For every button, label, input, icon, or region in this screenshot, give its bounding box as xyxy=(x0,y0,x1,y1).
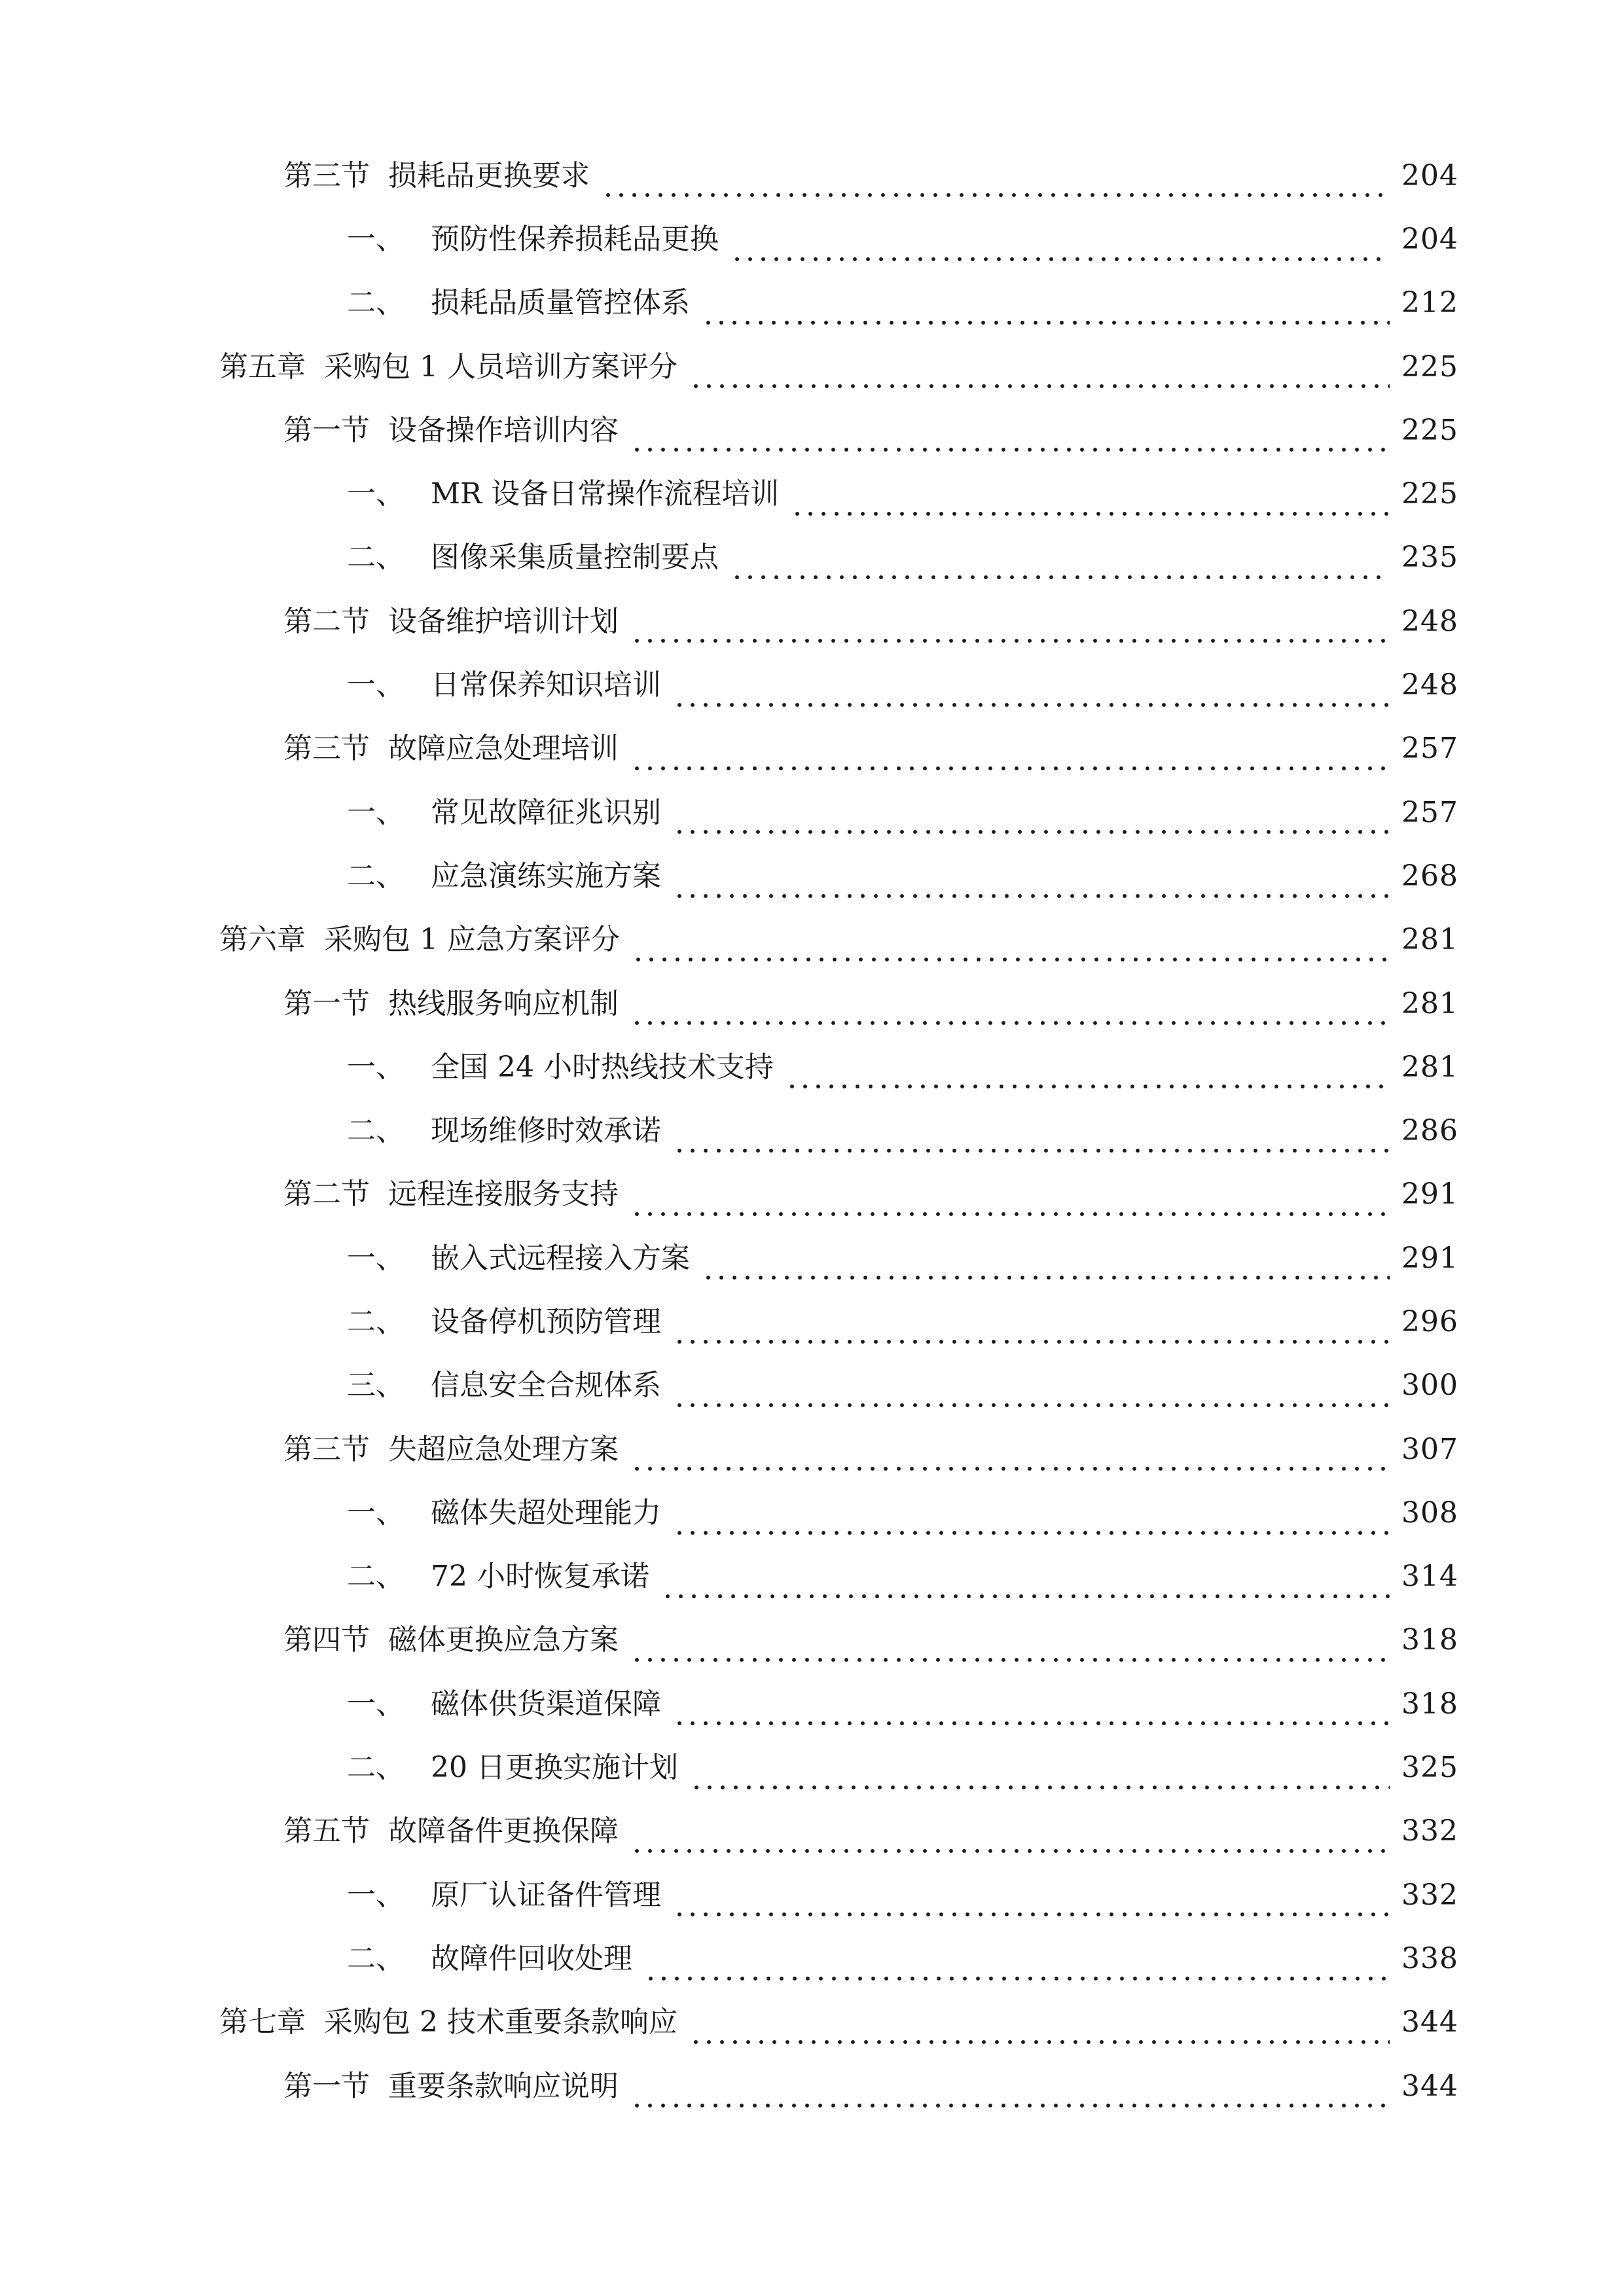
toc-entry-number: 第五节 xyxy=(283,1814,370,1848)
toc-dot-leader xyxy=(630,743,1390,772)
toc-entry-number: 第一节 xyxy=(283,413,370,447)
toc-dot-leader xyxy=(630,2080,1390,2109)
toc-entry-text: 远程连接服务支持 xyxy=(388,1177,619,1211)
toc-dot-leader xyxy=(630,997,1390,1026)
toc-dot-leader xyxy=(791,488,1390,517)
toc-entry-text: 全国 24 小时热线技术支持 xyxy=(431,1050,774,1084)
toc-entry-text: MR 设备日常操作流程培训 xyxy=(431,477,780,511)
toc-entry-number: 三、 xyxy=(347,1369,405,1403)
toc-entry-title xyxy=(283,1814,619,1848)
toc-dot-leader xyxy=(632,934,1390,963)
toc-page-number: 332 xyxy=(1401,1878,1458,1912)
toc-entry-title xyxy=(347,1241,690,1275)
toc-entry-text: 故障件回收处理 xyxy=(431,1941,632,1975)
toc-entry-text: 信息安全合规体系 xyxy=(431,1369,661,1403)
toc-entry-title xyxy=(283,604,619,638)
toc-entry[interactable] xyxy=(0,1481,1624,1545)
toc-page-number: 248 xyxy=(1401,668,1458,702)
toc-entry[interactable] xyxy=(0,526,1624,590)
toc-entry[interactable] xyxy=(0,335,1624,399)
toc-entry-number: 第一节 xyxy=(283,986,370,1020)
toc-entry[interactable] xyxy=(0,1609,1624,1672)
toc-page-number: 212 xyxy=(1401,286,1458,320)
toc-entry[interactable] xyxy=(0,1290,1624,1354)
toc-entry[interactable] xyxy=(0,1163,1624,1227)
toc-entry[interactable] xyxy=(0,1099,1624,1162)
toc-entry-text: 采购包 2 技术重要条款响应 xyxy=(324,2005,677,2039)
toc-dot-leader xyxy=(673,1507,1390,1536)
toc-dot-leader xyxy=(661,1571,1390,1600)
toc-entry[interactable] xyxy=(0,653,1624,717)
toc-entry-number: 第一节 xyxy=(283,2069,370,2103)
toc-page-number: 291 xyxy=(1401,1241,1458,1275)
toc-entry-title xyxy=(347,1878,661,1912)
toc-entry[interactable] xyxy=(0,1927,1624,1990)
toc-entry-text: 常见故障征兆识别 xyxy=(431,795,661,829)
toc-entry-number: 第七章 xyxy=(219,2005,306,2039)
toc-dot-leader xyxy=(702,1252,1390,1281)
toc-entry[interactable] xyxy=(0,1991,1624,2054)
toc-dot-leader xyxy=(673,1698,1390,1727)
toc-dot-leader xyxy=(731,234,1390,262)
toc-entry-text: 日常保养知识培训 xyxy=(431,668,661,702)
toc-entry-title xyxy=(347,222,719,256)
toc-dot-leader xyxy=(630,1443,1390,1472)
toc-entry-title xyxy=(347,1304,661,1338)
toc-entry-title xyxy=(347,1496,661,1530)
toc-entry-title xyxy=(347,541,719,575)
toc-entry-number: 二、 xyxy=(347,1304,405,1338)
toc-page-number: 332 xyxy=(1401,1814,1458,1848)
toc-entry-number: 二、 xyxy=(347,1114,405,1148)
toc-entry-number: 一、 xyxy=(347,222,405,256)
toc-entry-text: 磁体供货渠道保障 xyxy=(431,1687,661,1721)
toc-page-number: 338 xyxy=(1401,1941,1458,1975)
toc-entry-text: 图像采集质量控制要点 xyxy=(431,541,719,575)
toc-entry-title xyxy=(347,1369,661,1403)
toc-entry[interactable] xyxy=(0,844,1624,908)
toc-entry[interactable] xyxy=(0,1035,1624,1099)
toc-entry-text: 20 日更换实施计划 xyxy=(431,1751,678,1785)
toc-entry[interactable] xyxy=(0,590,1624,653)
toc-entry-text: 重要条款响应说明 xyxy=(388,2069,619,2103)
toc-entry-title xyxy=(347,668,661,702)
toc-entry-title xyxy=(347,1687,661,1721)
toc-entry-title xyxy=(283,2069,619,2103)
toc-page-number: 225 xyxy=(1401,477,1458,511)
toc-entry-text: 损耗品更换要求 xyxy=(388,158,590,192)
toc-entry-text: 故障备件更换保障 xyxy=(388,1814,619,1848)
toc-entry-text: 磁体失超处理能力 xyxy=(431,1496,661,1530)
toc-entry-number: 第二节 xyxy=(283,604,370,638)
toc-entry[interactable] xyxy=(0,462,1624,526)
toc-page-number: 225 xyxy=(1401,350,1458,384)
toc-entry[interactable] xyxy=(0,144,1624,207)
toc-entry-number: 二、 xyxy=(347,1751,405,1785)
toc-entry[interactable] xyxy=(0,908,1624,972)
toc-page-number: 325 xyxy=(1401,1751,1458,1785)
toc-entry-text: 现场维修时效承诺 xyxy=(431,1114,661,1148)
toc-entry-number: 第二节 xyxy=(283,1177,370,1211)
toc-entry-title xyxy=(283,986,619,1020)
toc-entry-text: 设备维护培训计划 xyxy=(388,604,619,638)
toc-page-number: 281 xyxy=(1401,1050,1458,1084)
toc-entry-title xyxy=(347,795,661,829)
toc-entry-title xyxy=(219,350,677,384)
toc-entry-text: 72 小时恢复承诺 xyxy=(431,1560,649,1594)
toc-entry-title xyxy=(347,477,780,511)
toc-entry[interactable] xyxy=(0,1736,1624,1799)
toc-page-number: 204 xyxy=(1401,222,1458,256)
toc-entry-title xyxy=(283,1623,619,1657)
toc-entry-number: 第四节 xyxy=(283,1623,370,1657)
toc-page-number: 344 xyxy=(1401,2005,1458,2039)
toc-entry[interactable] xyxy=(0,1227,1624,1290)
toc-page-number: 225 xyxy=(1401,413,1458,447)
toc-dot-leader xyxy=(690,1762,1390,1791)
toc-dot-leader xyxy=(673,1889,1390,1918)
toc-entry-number: 第三节 xyxy=(283,732,370,766)
toc-entry-text: 热线服务响应机制 xyxy=(388,986,619,1020)
toc-entry-number: 一、 xyxy=(347,1878,405,1912)
toc-entry[interactable] xyxy=(0,1672,1624,1736)
toc-entry-text: 磁体更换应急方案 xyxy=(388,1623,619,1657)
toc-dot-leader xyxy=(673,1380,1390,1408)
toc-entry-number: 第五章 xyxy=(219,350,306,384)
toc-dot-leader xyxy=(630,1825,1390,1854)
toc-entry-number: 第三节 xyxy=(283,1432,370,1466)
table-of-contents xyxy=(0,144,1624,2118)
toc-entry[interactable] xyxy=(0,781,1624,844)
toc-dot-leader xyxy=(689,361,1390,389)
toc-dot-leader xyxy=(630,615,1390,644)
toc-dot-leader xyxy=(630,1189,1390,1217)
toc-page-number: 268 xyxy=(1401,859,1458,893)
toc-entry[interactable] xyxy=(0,1418,1624,1481)
toc-page-number: 204 xyxy=(1401,158,1458,192)
toc-entry[interactable] xyxy=(0,2054,1624,2118)
toc-entry[interactable] xyxy=(0,1545,1624,1609)
toc-entry-title xyxy=(347,286,690,320)
toc-entry-number: 一、 xyxy=(347,795,405,829)
toc-entry-title xyxy=(219,2005,677,2039)
toc-entry-title xyxy=(347,1560,649,1594)
toc-entry-title xyxy=(283,732,619,766)
toc-page-number: 257 xyxy=(1401,732,1458,766)
toc-entry[interactable] xyxy=(0,272,1624,335)
toc-entry-number: 一、 xyxy=(347,1496,405,1530)
toc-entry-text: 采购包 1 人员培训方案评分 xyxy=(324,350,677,384)
toc-entry-number: 二、 xyxy=(347,1941,405,1975)
toc-entry-number: 第三节 xyxy=(283,158,370,192)
toc-dot-leader xyxy=(673,679,1390,708)
toc-entry-title xyxy=(283,413,619,447)
toc-dot-leader xyxy=(630,1634,1390,1663)
toc-page-number: 235 xyxy=(1401,541,1458,575)
toc-entry-title xyxy=(347,1751,678,1785)
toc-page-number: 318 xyxy=(1401,1623,1458,1657)
toc-page-number: 286 xyxy=(1401,1114,1458,1148)
toc-entry-title xyxy=(283,1432,619,1466)
toc-entry-text: 采购包 1 应急方案评分 xyxy=(324,923,620,957)
toc-entry-number: 一、 xyxy=(347,1050,405,1084)
toc-dot-leader xyxy=(673,1316,1390,1345)
toc-dot-leader xyxy=(785,1061,1390,1090)
toc-entry-text: 应急演练实施方案 xyxy=(431,859,661,893)
toc-entry[interactable] xyxy=(0,1800,1624,1863)
toc-entry-number: 二、 xyxy=(347,541,405,575)
toc-entry-title xyxy=(283,158,590,192)
toc-entry-text: 损耗品质量管控体系 xyxy=(431,286,690,320)
toc-page-number: 344 xyxy=(1401,2069,1458,2103)
toc-entry[interactable] xyxy=(0,399,1624,462)
toc-entry-text: 预防性保养损耗品更换 xyxy=(431,222,719,256)
toc-entry[interactable] xyxy=(0,1863,1624,1927)
toc-entry-text: 嵌入式远程接入方案 xyxy=(431,1241,690,1275)
toc-entry-number: 二、 xyxy=(347,859,405,893)
toc-entry-title xyxy=(347,1114,661,1148)
toc-entry-text: 设备操作培训内容 xyxy=(388,413,619,447)
toc-entry-text: 原厂认证备件管理 xyxy=(431,1878,661,1912)
toc-page-number: 281 xyxy=(1401,923,1458,957)
toc-dot-leader xyxy=(630,424,1390,453)
toc-entry-title xyxy=(347,1050,774,1084)
toc-dot-leader xyxy=(602,170,1390,198)
toc-page-number: 307 xyxy=(1401,1432,1458,1466)
toc-entry[interactable] xyxy=(0,972,1624,1035)
toc-entry-text: 故障应急处理培训 xyxy=(388,732,619,766)
toc-entry-number: 一、 xyxy=(347,477,405,511)
toc-entry[interactable] xyxy=(0,717,1624,781)
toc-page-number: 248 xyxy=(1401,604,1458,638)
toc-page-number: 318 xyxy=(1401,1687,1458,1721)
toc-entry-title xyxy=(347,1941,632,1975)
toc-entry[interactable] xyxy=(0,1354,1624,1418)
toc-entry-number: 第六章 xyxy=(219,923,306,957)
toc-entry-number: 一、 xyxy=(347,668,405,702)
toc-dot-leader xyxy=(644,1953,1390,1982)
toc-entry-number: 一、 xyxy=(347,1241,405,1275)
toc-dot-leader xyxy=(731,552,1390,581)
toc-entry-title xyxy=(347,859,661,893)
toc-dot-leader xyxy=(673,870,1390,899)
toc-entry-number: 二、 xyxy=(347,286,405,320)
toc-dot-leader xyxy=(673,806,1390,835)
toc-page-number: 300 xyxy=(1401,1369,1458,1403)
toc-dot-leader xyxy=(702,297,1390,326)
toc-entry-text: 设备停机预防管理 xyxy=(431,1304,661,1338)
toc-page-number: 314 xyxy=(1401,1560,1458,1594)
toc-page-number: 281 xyxy=(1401,986,1458,1020)
toc-page-number: 296 xyxy=(1401,1304,1458,1338)
toc-dot-leader xyxy=(673,1125,1390,1154)
toc-page-number: 308 xyxy=(1401,1496,1458,1530)
toc-entry-number: 一、 xyxy=(347,1687,405,1721)
toc-entry-title xyxy=(219,923,620,957)
toc-entry-text: 失超应急处理方案 xyxy=(388,1432,619,1466)
toc-page-number: 291 xyxy=(1401,1177,1458,1211)
toc-entry-title xyxy=(283,1177,619,1211)
toc-entry[interactable] xyxy=(0,207,1624,271)
toc-entry-number: 二、 xyxy=(347,1560,405,1594)
toc-dot-leader xyxy=(689,2017,1390,2045)
toc-page-number: 257 xyxy=(1401,795,1458,829)
